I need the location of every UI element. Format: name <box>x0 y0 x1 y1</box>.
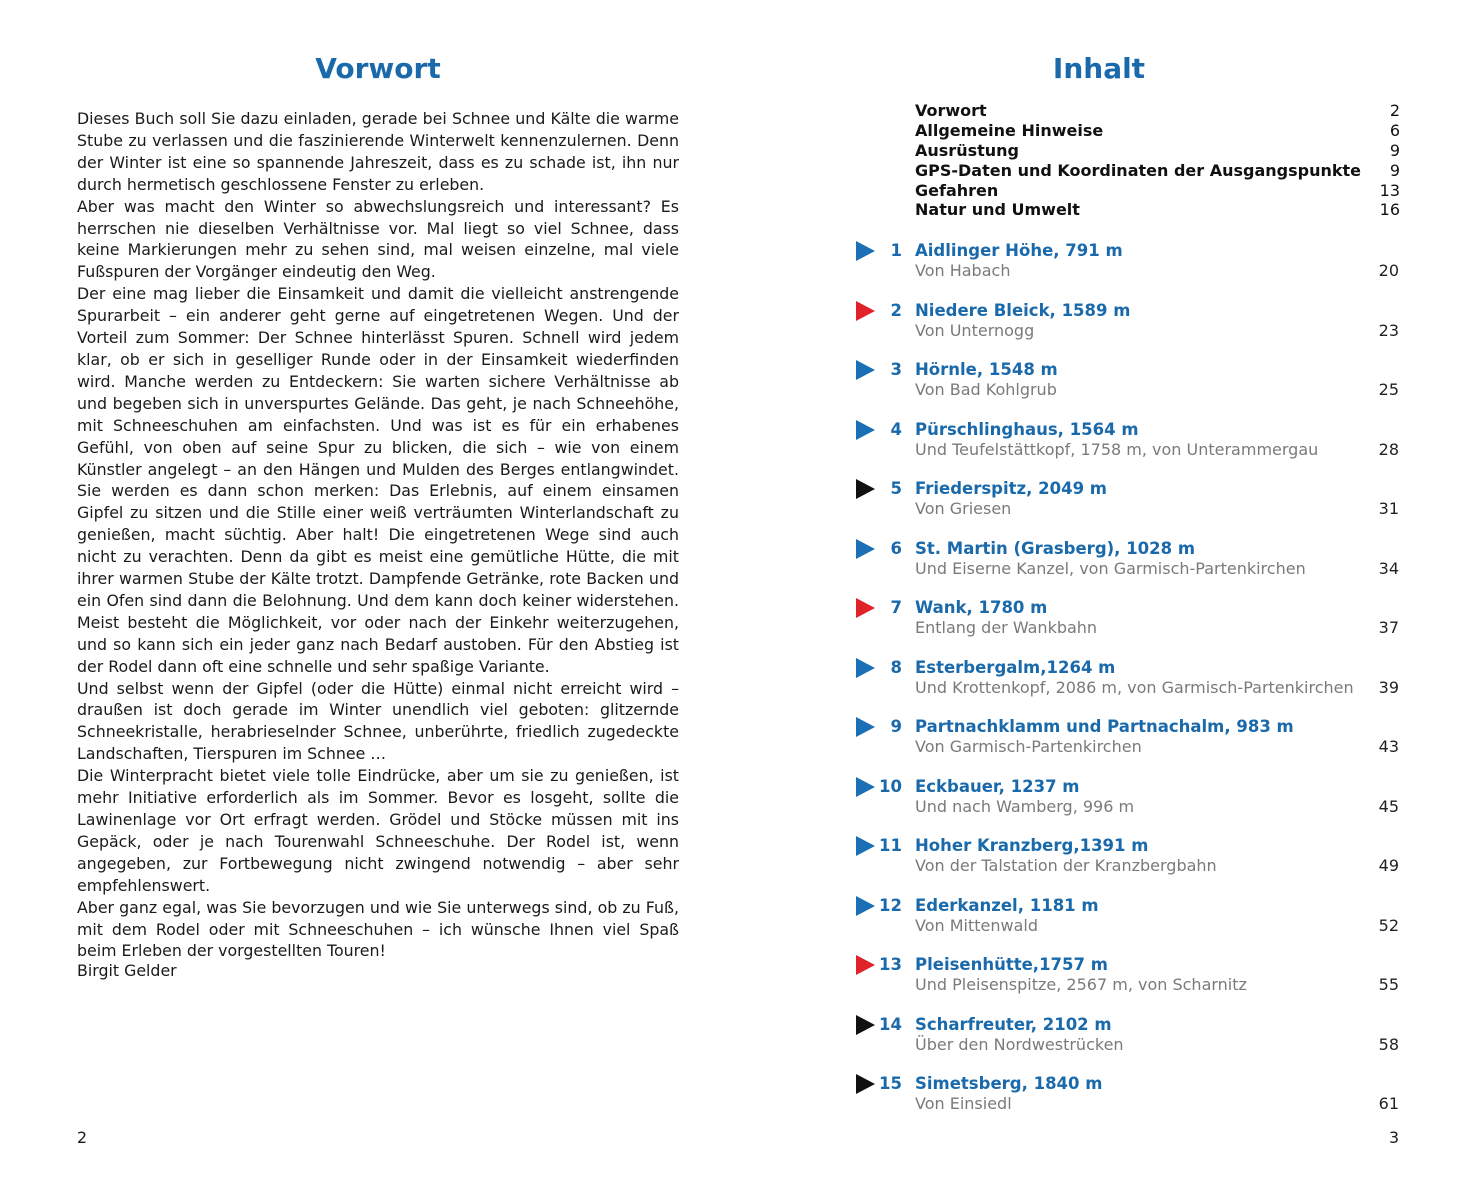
toc-tour-entry[interactable] <box>738 716 1477 776</box>
author-signature: Birgit Gelder <box>77 961 177 980</box>
tour-page: 61 <box>1378 1094 1399 1113</box>
tour-number: 6 <box>890 538 902 558</box>
tour-page: 39 <box>1378 677 1399 697</box>
tour-number: 3 <box>890 360 902 379</box>
tour-subtitle: Entlang der Wankbahn <box>915 618 1098 637</box>
toc-tour-entry[interactable] <box>738 538 1477 598</box>
toc-entry-page: 6 <box>1389 120 1400 140</box>
tour-name: St. Martin (Grasberg), 1028 m <box>915 538 1196 558</box>
tour-page: 49 <box>1378 856 1399 875</box>
foreword-text <box>77 108 679 962</box>
right-page <box>738 0 1477 1182</box>
difficulty-arrow-icon <box>856 896 875 916</box>
toc-entry-label: Allgemeine Hinweise <box>915 120 1104 140</box>
tour-name: Esterbergalm,1264 m <box>915 657 1116 677</box>
tour-page: 52 <box>1378 915 1399 935</box>
tour-page: 31 <box>1378 499 1399 518</box>
difficulty-arrow-icon <box>856 658 875 678</box>
difficulty-arrow-icon <box>856 717 875 737</box>
toc-tour-entry[interactable] <box>738 419 1477 479</box>
page-number: 2 <box>77 1128 88 1147</box>
tour-subtitle: Von Bad Kohlgrub <box>915 380 1057 399</box>
tour-page: 34 <box>1378 558 1399 578</box>
tour-number: 2 <box>890 300 902 320</box>
paragraph: Der eine mag lieber die Einsamkeit und damit die vielleicht anstrengende Spurarbeit – ein anderer geht gerne auf eingetretenen Wegen. Und der Vorteil zum Sommer: Der Schnee hinterlässt Spuren. Schnell wird jedem klar, ob er sich in geselliger Runde oder in der Einsamkeit wiederfinden wird. Manche werden zu Entdeckern: Sie warten sichere Verhältnisse ab und begeben sich in unverspurtes Gelände. Das geht, je nach Schneehöhe, mit Schneeschuhen am einfachsten. Und was ist es für ein erhabenes Gefühl, von oben auf seine Spur zu blicken, die sich – wie von einem Künstler angelegt – an den Hängen und Mulden des Berges entlangwindet. Sie werden es dann schon merken: Das Erlebnis, auf einem einsamen Gipfel zu sitzen und die Stille einer weiß verträumten Winterlandschaft zu genießen, macht süchtig. Aber halt! Die eingetretenen Wege sind auch nicht zu verachten. Denn da gibt es meist eine gemütliche Hütte, die mit ihrer warmen Stube der Kälte trotzt. Dampfende Getränke, rote Backen und ein Ofen sind dann die Belohnung. Und dem kann doch keiner widerstehen. Meist besteht die Möglichkeit, vor oder nach der Einkehr weiterzugehen, und so kann sich ein jeder ganz nach Bedarf austoben. Für den Abstieg ist der Rodel dann oft eine schnelle und sehr spaßige Variante. <box>77 284 679 676</box>
toc-entry[interactable] <box>915 161 1400 181</box>
toc-tour-entry[interactable] <box>738 954 1477 1014</box>
paragraph: Die Winterpracht bietet viele tolle Eindrücke, aber um sie zu genießen, ist mehr Initiative erforderlich als im Sommer. Bevor es losgeht, sollte die Lawinenlage vor Ort erfragt werden. Grödel und Stöcke müssen mit ins Gepäck, oder je nach Tourenwahl Schneeschuhe. Der Rodel ist, wenn angegeben, zur Fortbewegung nicht zwingend notwendig – aber sehr empfehlenswert. <box>77 766 679 895</box>
tour-number: 9 <box>890 717 902 736</box>
difficulty-arrow-icon <box>856 598 875 618</box>
toc-tour-entry[interactable] <box>738 240 1477 300</box>
tour-subtitle: Und Teufelstättkopf, 1758 m, von Unterammergau <box>915 439 1319 459</box>
tour-subtitle: Über den Nordwestrücken <box>915 1034 1124 1054</box>
tour-page: 23 <box>1378 320 1399 340</box>
toc-entry[interactable] <box>915 141 1400 161</box>
tour-number: 12 <box>879 895 902 915</box>
tour-name: Hoher Kranzberg,1391 m <box>915 836 1149 855</box>
tour-subtitle: Und nach Wamberg, 996 m <box>915 796 1135 816</box>
toc-entry-page: 13 <box>1379 180 1400 200</box>
tour-page: 25 <box>1378 380 1399 399</box>
tour-number: 13 <box>879 955 902 974</box>
tour-subtitle: Von der Talstation der Kranzbergbahn <box>915 856 1217 875</box>
paragraph: Aber ganz egal, was Sie bevorzugen und wie Sie unterwegs sind, ob zu Fuß, mit dem Rodel oder mit Schneeschuhen – ich wünsche Ihnen viel Spaß beim Erleben der vorgestellten Touren! <box>77 897 679 961</box>
toc-tour-list <box>738 240 1477 1133</box>
difficulty-arrow-icon <box>856 836 875 856</box>
tour-subtitle: Von Mittenwald <box>915 915 1038 935</box>
tour-name: Ederkanzel, 1181 m <box>915 895 1099 915</box>
toc-tour-entry[interactable] <box>738 1073 1477 1133</box>
toc-tour-entry[interactable] <box>738 300 1477 360</box>
toc-tour-entry[interactable] <box>738 776 1477 836</box>
toc-tour-entry[interactable] <box>738 1014 1477 1074</box>
tour-subtitle: Von Griesen <box>915 499 1012 518</box>
tour-page: 55 <box>1378 975 1399 994</box>
tour-number: 5 <box>890 479 902 498</box>
toc-general-section <box>915 101 1400 220</box>
difficulty-arrow-icon <box>856 241 875 261</box>
tour-number: 7 <box>890 598 902 617</box>
paragraph: Dieses Buch soll Sie dazu einladen, gerade bei Schnee und Kälte die warme Stube zu verlassen und die faszinierende Winterwelt kennenzulernen. Denn der Winter ist eine so spannende Jahreszeit, dass es zu schade ist, ihn nur durch hermetisch geschlossene Fenster zu erleben. <box>77 109 679 194</box>
paragraph: Und selbst wenn der Gipfel (oder die Hütte) einmal nicht erreicht wird – draußen ist doch gerade im Winter unendlich viel geboten: glitzernde Schneekristalle, herabrieselnder Schnee, unberührte, friedlich zugedeckte Landschaften, Tierspuren im Schnee … <box>77 678 679 764</box>
tour-name: Wank, 1780 m <box>915 598 1048 617</box>
paragraph: Aber was macht den Winter so abwechslungsreich und interessant? Es herrschen nie dieselben Verhältnisse vor. Mal liegt so viel Schnee, dass keine Markierungen mehr zu sehen sind, mal weisen einzelne, mal viele Fußspuren der Vorgänger eindeutig den Weg. <box>77 196 679 282</box>
tour-subtitle: Und Pleisenspitze, 2567 m, von Scharnitz <box>915 975 1247 994</box>
difficulty-arrow-icon <box>856 1015 875 1035</box>
toc-tour-entry[interactable] <box>738 359 1477 419</box>
toc-entry-label: GPS-Daten und Koordinaten der Ausgangspunkte <box>915 160 1361 180</box>
tour-name: Simetsberg, 1840 m <box>915 1074 1103 1093</box>
tour-page: 28 <box>1378 439 1399 459</box>
difficulty-arrow-icon <box>856 1074 875 1094</box>
tour-subtitle: Und Krottenkopf, 2086 m, von Garmisch-Partenkirchen <box>915 677 1354 697</box>
toc-entry[interactable] <box>915 200 1400 220</box>
tour-name: Pürschlinghaus, 1564 m <box>915 419 1139 439</box>
tour-number: 15 <box>879 1074 902 1093</box>
tour-number: 4 <box>890 419 902 439</box>
tour-number: 11 <box>879 836 902 855</box>
tour-page: 58 <box>1378 1034 1399 1054</box>
tour-page: 37 <box>1378 618 1399 637</box>
toc-entry-page: 2 <box>1389 101 1400 120</box>
page-title: Inhalt <box>1052 52 1146 85</box>
tour-name: Friederspitz, 2049 m <box>915 479 1107 498</box>
difficulty-arrow-icon <box>856 479 875 499</box>
difficulty-arrow-icon <box>856 301 875 321</box>
difficulty-arrow-icon <box>856 360 875 380</box>
toc-entry-label: Vorwort <box>915 101 987 120</box>
toc-entry-page: 9 <box>1389 140 1400 160</box>
toc-tour-entry[interactable] <box>738 657 1477 717</box>
tour-name: Partnachklamm und Partnachalm, 983 m <box>915 717 1294 736</box>
tour-subtitle: Und Eiserne Kanzel, von Garmisch-Partenkirchen <box>915 558 1306 578</box>
difficulty-arrow-icon <box>856 539 875 559</box>
tour-number: 10 <box>879 776 902 796</box>
difficulty-arrow-icon <box>856 420 875 440</box>
toc-tour-entry[interactable] <box>738 835 1477 895</box>
toc-entry[interactable] <box>915 121 1400 141</box>
page-title: Vorwort <box>315 52 441 85</box>
difficulty-arrow-icon <box>856 955 875 975</box>
page-number: 3 <box>1388 1128 1399 1147</box>
toc-entry-label: Ausrüstung <box>915 140 1019 160</box>
toc-entry[interactable] <box>915 181 1400 201</box>
tour-number: 14 <box>879 1014 902 1034</box>
tour-page: 45 <box>1378 796 1399 816</box>
toc-tour-entry[interactable] <box>738 597 1477 657</box>
toc-entry-label: Gefahren <box>915 180 999 200</box>
tour-number: 8 <box>890 657 902 677</box>
tour-subtitle: Von Habach <box>915 261 1011 280</box>
tour-page: 20 <box>1378 261 1399 280</box>
tour-subtitle: Von Einsiedl <box>915 1094 1012 1113</box>
toc-entry-page: 9 <box>1389 160 1400 180</box>
tour-name: Niedere Bleick, 1589 m <box>915 300 1131 320</box>
toc-tour-entry[interactable] <box>738 478 1477 538</box>
difficulty-arrow-icon <box>856 777 875 797</box>
tour-name: Scharfreuter, 2102 m <box>915 1014 1112 1034</box>
tour-name: Aidlinger Höhe, 791 m <box>915 241 1123 260</box>
toc-entry[interactable] <box>915 101 1400 121</box>
tour-name: Eckbauer, 1237 m <box>915 776 1080 796</box>
tour-subtitle: Von Unternogg <box>915 320 1035 340</box>
toc-tour-entry[interactable] <box>738 895 1477 955</box>
tour-name: Hörnle, 1548 m <box>915 360 1058 379</box>
tour-name: Pleisenhütte,1757 m <box>915 955 1108 974</box>
left-page <box>0 0 738 1182</box>
toc-entry-label: Natur und Umwelt <box>915 200 1080 220</box>
tour-number: 1 <box>890 241 902 260</box>
toc-entry-page: 16 <box>1379 200 1400 220</box>
tour-page: 43 <box>1378 737 1399 756</box>
tour-subtitle: Von Garmisch-Partenkirchen <box>915 737 1142 756</box>
